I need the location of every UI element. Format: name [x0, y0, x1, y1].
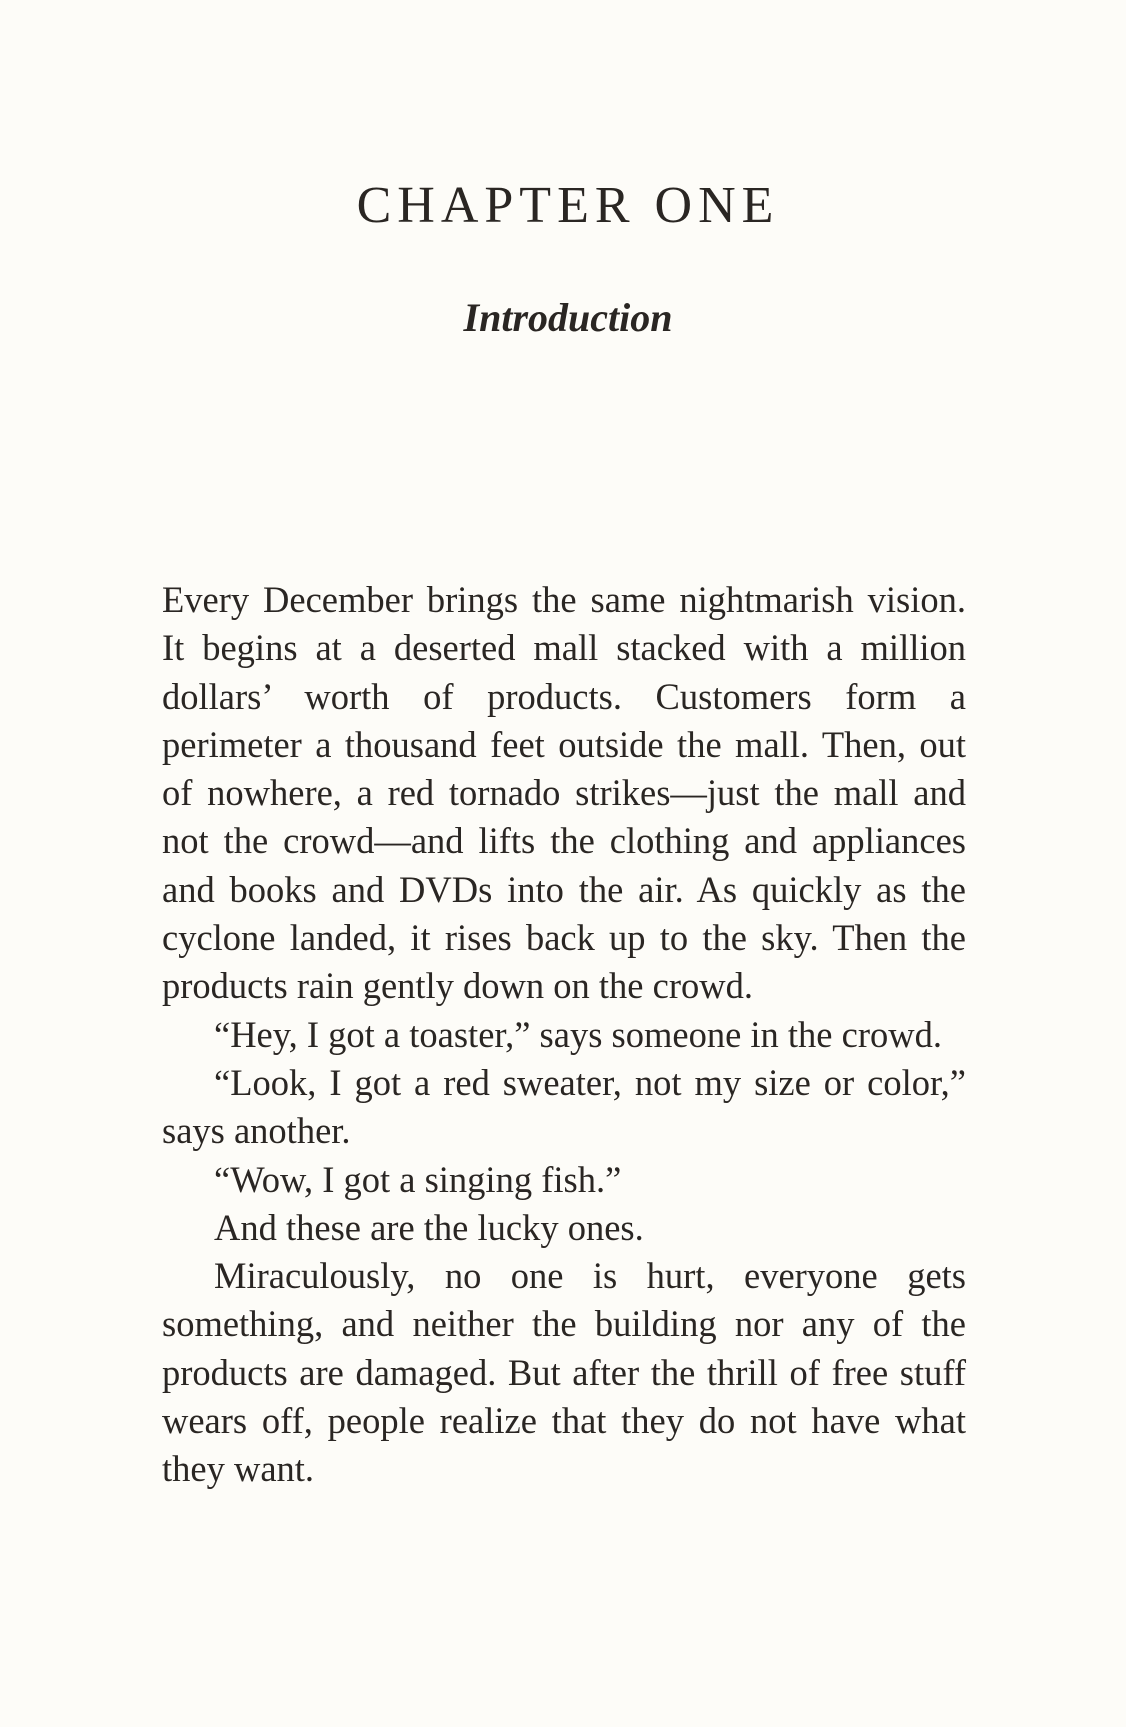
paragraph-dialogue-sweater: “Look, I got a red sweater, not my size or color,” says another.: [162, 1061, 966, 1152]
paragraph-lucky-ones: And these are the lucky ones.: [214, 1206, 644, 1248]
paragraph-dialogue-toaster: “Hey, I got a toaster,” says someone in the crowd.: [214, 1013, 942, 1055]
paragraph-miraculously: Miraculously, no one is hurt, everyone gets something, and neither the building nor any of the products are damaged. But after the thrill of free stuff wears off, people realize that they do not have what they want.: [162, 1255, 966, 1490]
paragraph-opening: Every December brings the same nightmarish vision. It begins at a deserted mall stacked with a million dollars’ worth of products. Customers form a perimeter a thousand feet outside the mall. Then, out of nowhere, a red tornado strikes—just the mall and not the crowd—and lifts the clothing and appliances and books and DVDs into the air. As quickly as the cyclone landed, it rises back up to the sky. Then the products rain gently down on the crowd.: [162, 579, 966, 1007]
chapter-subtitle: Introduction: [463, 295, 673, 340]
paragraph-dialogue-fish: “Wow, I got a singing fish.”: [214, 1158, 622, 1200]
chapter-title: CHAPTER ONE: [356, 177, 780, 234]
chapter-body: [162, 576, 966, 1494]
